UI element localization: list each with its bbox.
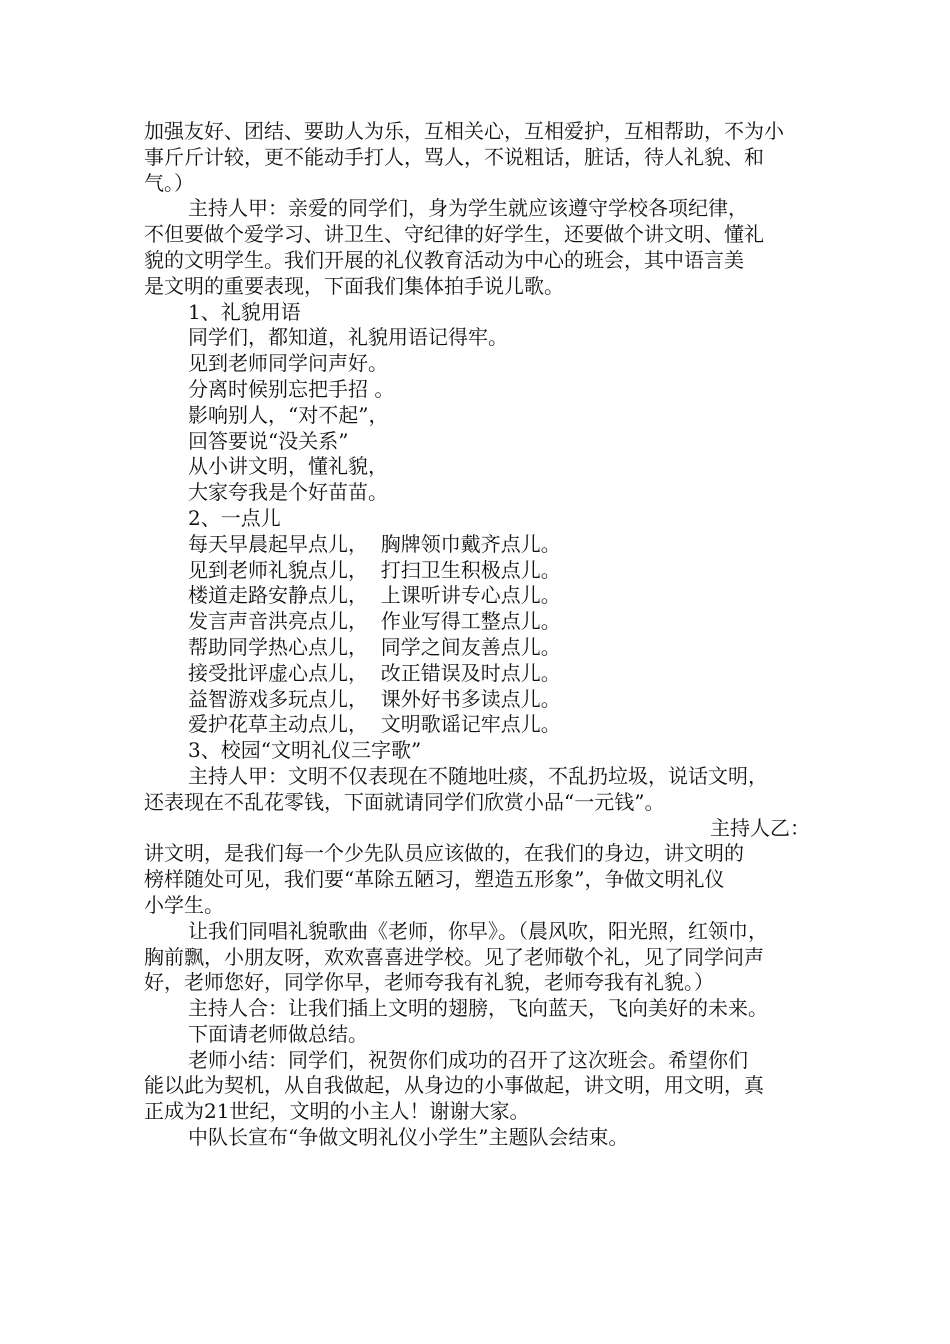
text-line: 是文明的重要表现，下面我们集体拍手说儿歌。	[144, 273, 564, 298]
text-line: 貌的文明学生。我们开展的礼仪教育活动为中心的班会，其中语言美	[144, 247, 744, 272]
poem-line: 楼道走路安静点儿， 上课听讲专心点儿。	[188, 583, 561, 608]
text-line: 让我们同唱礼貌歌曲《老师，你早》。（晨风吹，阳光照，红领巾，	[188, 918, 768, 943]
section-heading: 2、一点儿	[188, 505, 281, 530]
poem-line: 分离时候别忘把手招 。	[188, 376, 395, 401]
text-line: 小学生。	[144, 892, 224, 917]
poem-line: 见到老师礼貌点儿， 打扫卫生积极点儿。	[188, 557, 561, 582]
poem-line: 从小讲文明，懂礼貌，	[188, 454, 388, 479]
document-page	[144, 119, 810, 1151]
poem-line: 大家夸我是个好苗苗。	[188, 480, 388, 505]
section-heading: 3、校园“文明礼仪三字歌”	[188, 738, 422, 763]
poem-line: 影响别人，“对不起”，	[188, 402, 389, 427]
poem-line: 爱护花草主动点儿， 文明歌谣记牢点儿。	[188, 712, 561, 737]
poem-line: 见到老师同学问声好。	[188, 351, 388, 376]
text-line: 胸前飘，小朋友呀，欢欢喜喜进学校。见了老师敬个礼，见了同学问声	[144, 944, 764, 969]
text-line: 主持人合：让我们插上文明的翅膀，飞向蓝天，飞向美好的未来。	[188, 996, 768, 1021]
text-line: 正成为21世纪，文明的小主人！谢谢大家。	[144, 1099, 530, 1124]
text-line: 主持人甲：文明不仅表现在不随地吐痰，不乱扔垃圾，说话文明，	[188, 763, 768, 788]
text-line: 不但要做个爱学习、讲卫生、守纪律的好学生，还要做个讲文明、懂礼	[144, 222, 764, 247]
poem-line: 每天早晨起早点儿， 胸牌领巾戴齐点儿。	[188, 531, 561, 556]
poem-line: 回答要说“没关系”	[188, 428, 349, 453]
text-line: 加强友好、团结、要助人为乐，互相关心，互相爱护，互相帮助，不为小	[144, 119, 784, 143]
text-line: 主持人甲：亲爱的同学们，身为学生就应该遵守学校各项纪律，	[188, 196, 748, 221]
text-line: 下面请老师做总结。	[188, 1021, 368, 1046]
poem-line: 同学们，都知道，礼貌用语记得牢。	[188, 325, 508, 350]
poem-line: 接受批评虚心点儿， 改正错误及时点儿。	[188, 660, 561, 685]
text-line: 中队长宣布“争做文明礼仪小学生”主题队会结束。	[188, 1125, 629, 1150]
speaker-label: 主持人乙：	[710, 815, 810, 840]
section-heading: 1、礼貌用语	[188, 299, 301, 324]
text-line: 还表现在不乱花零钱，下面就请同学们欣赏小品“一元钱”。	[144, 789, 665, 814]
text-line: 好，老师您好，同学你早，老师夸我有礼貌，老师夸我有礼貌。）	[144, 970, 714, 995]
poem-line: 益智游戏多玩点儿， 课外好书多读点儿。	[188, 686, 561, 711]
text-line: 能以此为契机，从自我做起，从身边的小事做起，讲文明，用文明，真	[144, 1073, 764, 1098]
text-line: 讲文明，是我们每一个少先队员应该做的，在我们的身边，讲文明的	[144, 841, 744, 866]
text-line: 事斤斤计较，更不能动手打人，骂人，不说粗话，脏话，待人礼貌、和	[144, 144, 764, 169]
text-line: 老师小结：同学们，祝贺你们成功的召开了这次班会。希望你们	[188, 1047, 748, 1072]
poem-line: 发言声音洪亮点儿， 作业写得工整点儿。	[188, 609, 561, 634]
poem-line: 帮助同学热心点儿， 同学之间友善点儿。	[188, 634, 561, 659]
text-line: 气。）	[144, 170, 194, 195]
text-line: 榜样随处可见，我们要“革除五陋习，塑造五形象”，争做文明礼仪	[144, 867, 725, 892]
